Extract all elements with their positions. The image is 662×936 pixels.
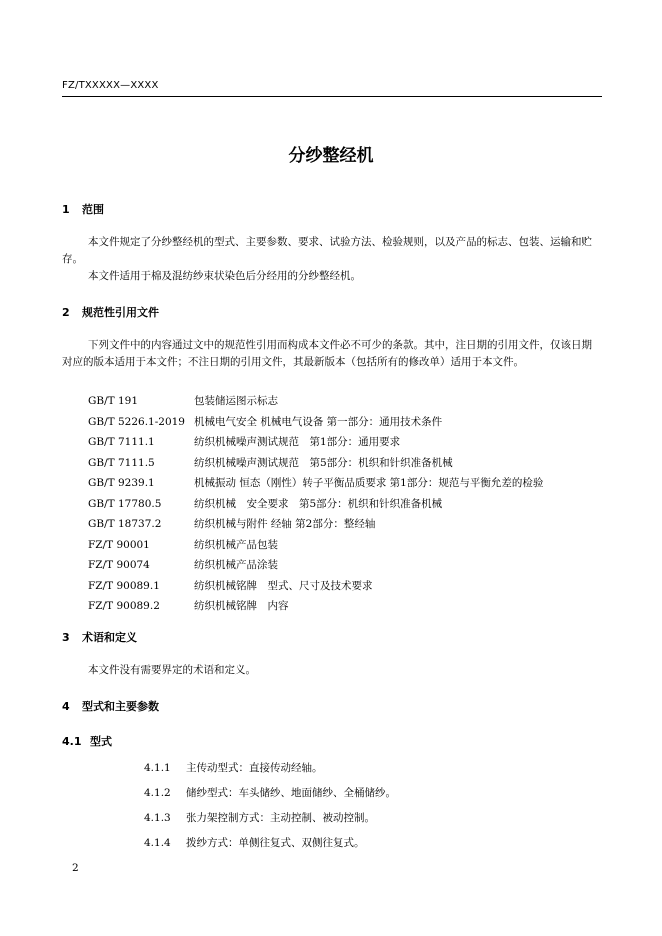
section-number: 3 (62, 631, 70, 644)
reference-row (88, 557, 278, 572)
reference-title: 纺织机械 安全要求 第5部分：机织和针织准备机械 (194, 498, 443, 510)
section-number: 4 (62, 700, 70, 713)
reference-title: 机械电气安全 机械电气设备 第一部分：通用技术条件 (194, 416, 443, 428)
clause-text: 主传动型式：直接传动经轴。 (186, 762, 323, 774)
reference-code: FZ/T 90089.1 (88, 580, 160, 592)
reference-row (88, 516, 375, 531)
section-title: 型式和主要参数 (82, 700, 159, 713)
reference-code: GB/T 5226.1-2019 (88, 416, 185, 428)
reference-code: GB/T 18737.2 (88, 518, 162, 530)
subsection-number: 4.1 (62, 735, 82, 748)
section-title: 规范性引用文件 (82, 306, 159, 319)
clause-text: 储纱型式：车头储纱、地面储纱、全桶储纱。 (186, 787, 396, 799)
reference-code: GB/T 7111.5 (88, 457, 155, 469)
scope-paragraph-1: 本文件规定了分纱整经机的型式、主要参数、要求、试验方法、检验规则，以及产品的标志、包装、运输和贮存。 (62, 236, 592, 265)
reference-row (88, 434, 400, 449)
clause-item (144, 810, 375, 825)
reference-code: FZ/T 90089.2 (88, 600, 160, 612)
clause-text: 张力架控制方式：主动控制、被动控制。 (186, 812, 375, 824)
reference-row (88, 393, 278, 408)
reference-code: GB/T 7111.1 (88, 436, 155, 448)
header-rule (62, 96, 602, 97)
reference-row (88, 598, 289, 613)
section-number: 2 (62, 306, 70, 319)
section-1-heading (62, 201, 104, 217)
clause-item (144, 785, 396, 800)
reference-row (88, 578, 373, 593)
reference-code: FZ/T 90074 (88, 559, 150, 571)
reference-title: 纺织机械噪声测试规范 第1部分：通用要求 (194, 436, 401, 448)
section-2-heading (62, 304, 159, 320)
clause-number: 4.1.1 (144, 762, 171, 774)
clause-number: 4.1.4 (144, 837, 171, 849)
clause-item (144, 760, 323, 775)
reference-code: GB/T 9239.1 (88, 477, 155, 489)
reference-row (88, 475, 543, 490)
clause-number: 4.1.3 (144, 812, 171, 824)
document-title: 分纱整经机 (288, 146, 374, 166)
reference-code: GB/T 17780.5 (88, 498, 162, 510)
section-title: 术语和定义 (82, 631, 137, 644)
terms-paragraph: 本文件没有需要界定的术语和定义。 (88, 664, 256, 676)
reference-title: 纺织机械铭牌 内容 (194, 600, 289, 612)
scope-paragraph-2: 本文件适用于棉及混纺纱束状染色后分经用的分纱整经机。 (88, 270, 361, 282)
reference-title: 纺织机械与附件 经轴 第2部分：整经轴 (194, 518, 376, 530)
references-intro-paragraph: 下列文件中的内容通过文中的规范性引用而构成本文件必不可少的条款。其中，注日期的引用文件，仅该日期对应的版本适用于本文件；不注日期的引用文件，其最新版本（包括所有的修改单）适用于本文件。 (62, 339, 592, 368)
reference-row (88, 455, 453, 470)
reference-title: 纺织机械噪声测试规范 第5部分：机织和针织准备机械 (194, 457, 453, 469)
reference-code: FZ/T 90001 (88, 539, 150, 551)
section-number: 1 (62, 203, 70, 216)
reference-row (88, 414, 442, 429)
subsection-4-1-heading (62, 733, 112, 749)
section-4-heading (62, 698, 159, 714)
section-3-heading (62, 629, 137, 645)
clause-item (144, 835, 365, 850)
clause-text: 拨纱方式：单侧往复式、双侧往复式。 (186, 837, 365, 849)
reference-title: 包装储运图示标志 (194, 395, 278, 407)
reference-row (88, 537, 278, 552)
reference-code: GB/T 191 (88, 395, 139, 407)
reference-title: 纺织机械产品涂装 (194, 559, 278, 571)
page-number: 2 (72, 862, 79, 874)
reference-title: 机械振动 恒态（刚性）转子平衡品质要求 第1部分：规范与平衡允差的检验 (194, 477, 544, 489)
reference-title: 纺织机械产品包装 (194, 539, 278, 551)
reference-row (88, 496, 442, 511)
document-code: FZ/TXXXXX—XXXX (62, 80, 159, 91)
subsection-title: 型式 (90, 735, 112, 748)
clause-number: 4.1.2 (144, 787, 171, 799)
section-title: 范围 (82, 203, 104, 216)
reference-title: 纺织机械铭牌 型式、尺寸及技术要求 (194, 580, 373, 592)
